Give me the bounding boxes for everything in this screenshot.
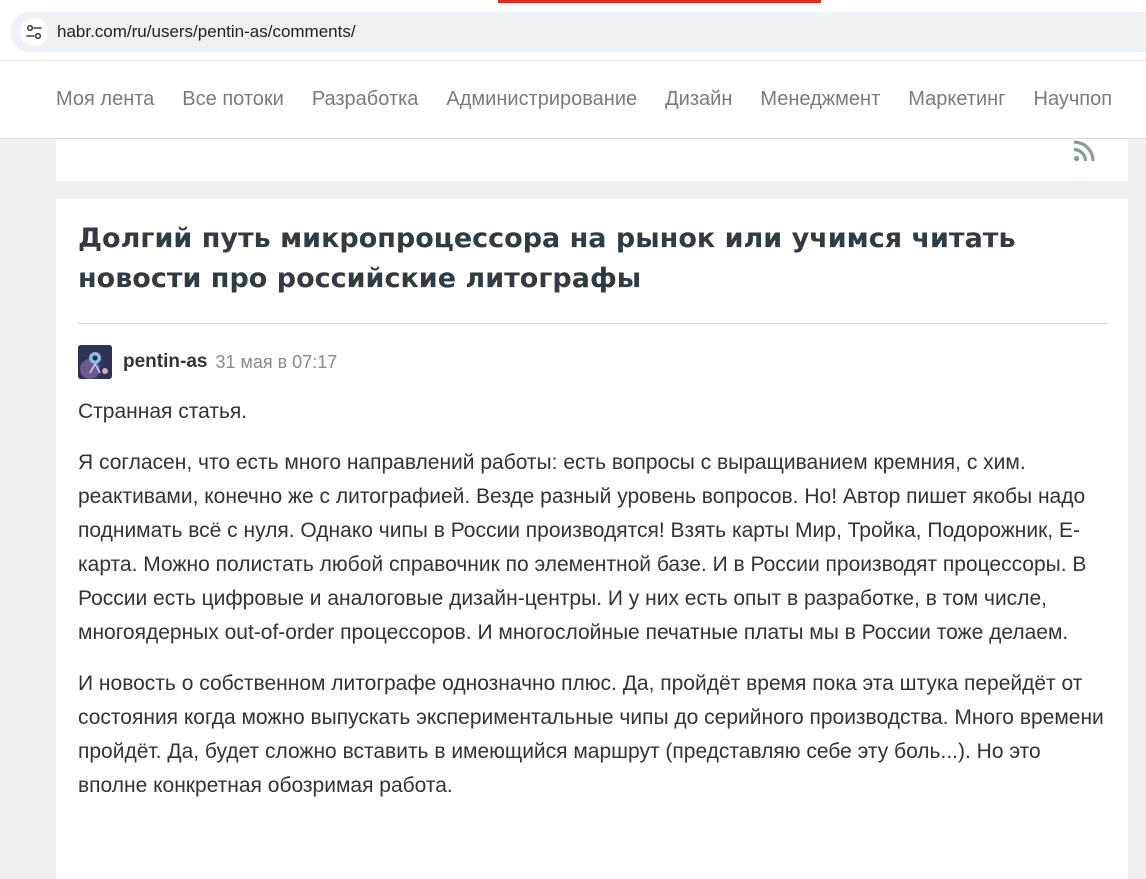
nav-item[interactable]: Научпоп: [1033, 88, 1113, 110]
nav-item[interactable]: Моя лента: [56, 88, 155, 110]
nav-item[interactable]: Дизайн: [665, 88, 733, 110]
comment-paragraph: И новость о собственном литографе однозначно плюс. Да, пройдёт время пока эта штука перейдёт от состояния когда можно выпускать экспериментальные чипы до серийного производства. Много времени пройдёт. Да, будет сложно вставить в имеющийся маршрут (представляю себе эту боль...). Но это вполне конкретная обозримая работа.: [78, 672, 1104, 797]
rss-panel: [56, 139, 1128, 181]
comment-timestamp[interactable]: 31 мая в 07:17: [215, 351, 338, 372]
hub-nav-list: [56, 85, 1112, 113]
comment-body: [78, 395, 1108, 820]
hub-navigation: [0, 61, 1146, 139]
comment-card: [56, 199, 1128, 879]
site-info-button[interactable]: [20, 18, 48, 46]
url-text[interactable]: habr.com/ru/users/pentin-as/comments/: [57, 22, 356, 41]
rss-icon[interactable]: [1072, 139, 1096, 163]
nav-item[interactable]: Администрирование: [446, 88, 638, 110]
tune-icon: [25, 23, 43, 41]
comment-paragraph: Странная статья.: [78, 400, 248, 423]
username-link[interactable]: pentin-as: [123, 351, 208, 372]
nav-item[interactable]: Все потоки: [182, 88, 284, 110]
nav-item[interactable]: Маркетинг: [908, 88, 1006, 110]
post-title-link[interactable]: Долгий путь микропроцессора на рынок или учимся читать новости про российские литографы: [78, 223, 1016, 294]
nav-item[interactable]: Менеджмент: [760, 88, 881, 110]
user-avatar: [78, 345, 112, 379]
divider: [78, 323, 1108, 324]
page-load-progress: [498, 0, 821, 3]
comment-meta: [78, 345, 337, 379]
address-bar[interactable]: [10, 12, 1146, 52]
avatar[interactable]: [78, 345, 112, 379]
nav-item[interactable]: Разработка: [311, 88, 419, 110]
comment-paragraph: Я согласен, что есть много направлений работы: есть вопросы с выращиванием кремния, с хим. реактивами, конечно же с литографией. Везде разный уровень вопросов. Но! Автор пишет якобы надо поднимать всё с нуля. Однако чипы в России производятся! Взять карты Мир, Тройка, Подорожник, Е-карта. Можно полистать любой справочник по элементной базе. И в России производят процессоры. В России есть цифровые и аналоговые дизайн-центры. И у них есть опыт в разработке, в том числе, многоядерных out-of-order процессоров. И многослойные печатные платы мы в России тоже делаем.: [78, 451, 1087, 644]
browser-toolbar: [0, 0, 1146, 61]
